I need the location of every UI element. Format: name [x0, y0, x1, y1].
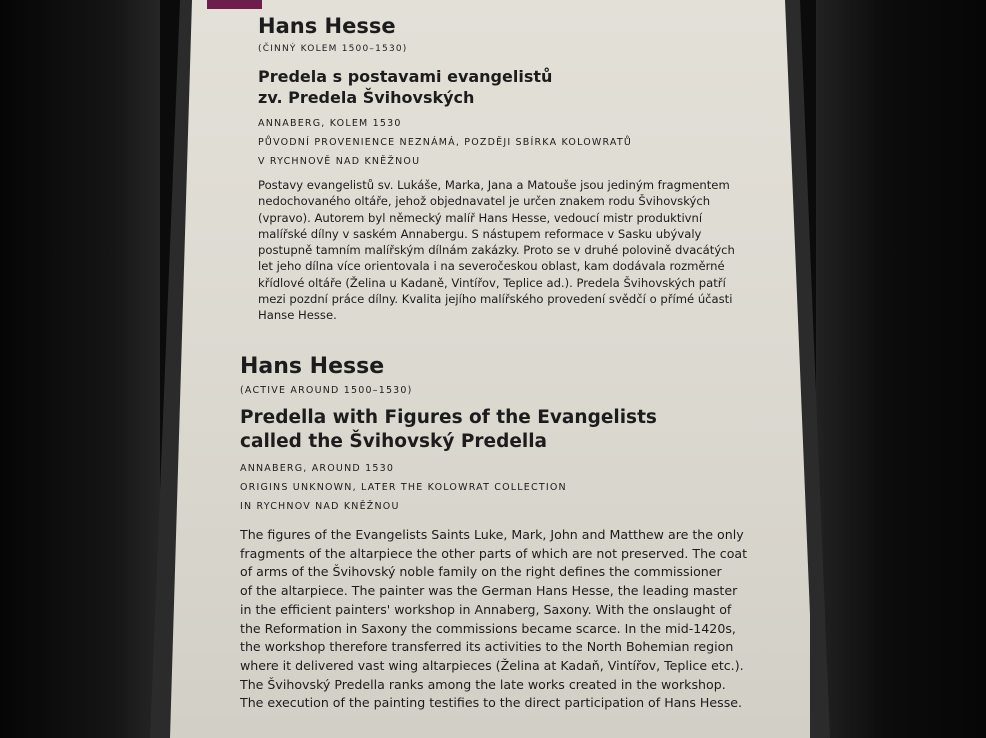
- artwork-title: [240, 406, 747, 454]
- title-line: zv. Predela Švihovských: [258, 88, 475, 107]
- description-line: The figures of the Evangelists Saints Luke, Mark, John and Matthew are the only: [240, 527, 744, 542]
- description-line: (vpravo). Autorem byl německý malíř Hans Hesse, vedoucí mistr produktivní: [258, 210, 703, 225]
- meta-line: ANNABERG, KOLEM 1530: [258, 118, 402, 129]
- artist-dates: (ČINNÝ KOLEM 1500–1530): [258, 44, 408, 54]
- title-line: Predela s postavami evangelistů: [258, 67, 553, 86]
- description-line: of the altarpiece. The painter was the German Hans Hesse, the leading master: [240, 583, 738, 599]
- description-line: nedochovaného oltáře, jehož objednavatel je určen znakem rodu Švihovských: [258, 194, 711, 209]
- description-line: of arms of the Švihovský noble family on the right defines the commissioner: [240, 564, 722, 580]
- description-text: [258, 177, 735, 324]
- accent-bar: [207, 0, 262, 9]
- description-line: fragments of the altarpiece the other parts of which are not preserved. The coat: [240, 545, 748, 561]
- english-label-section: [240, 354, 747, 713]
- description-line: let jeho dílna více orientovala i na severočeskou oblast, kam dodávala rozměrné: [258, 259, 725, 274]
- artwork-title: [258, 66, 735, 108]
- description-line: The Švihovský Predella ranks among the late works created in the workshop.: [240, 676, 726, 692]
- description-line: malířské dílny v saském Annabergu. S nástupem reformace v Sasku ubývaly: [258, 226, 702, 241]
- description-line: mezi pozdní práce dílny. Kvalita jejího malířského provedení svědčí o přímé účasti: [258, 292, 733, 307]
- description-line: Postavy evangelistů sv. Lukáše, Marka, Jana a Matouše jsou jediným fragmentem: [258, 178, 730, 192]
- description-line: the workshop therefore transferred its activities to the North Bohemian region: [240, 639, 734, 655]
- description-line: the Reformation in Saxony the commissions became scarce. In the mid-1420s,: [240, 620, 736, 636]
- title-line: Predella with Figures of the Evangelists: [240, 407, 657, 428]
- meta-line: IN RYCHNOV NAD KNĚŽNOU: [240, 501, 400, 512]
- description-line: where it delivered vast wing altarpieces (Želina at Kadaň, Vintířov, Teplice etc.).: [240, 657, 744, 673]
- description-line: křídlové oltáře (Želina u Kadaně, Vintířov, Teplice ad.). Predela Švihovských patří: [258, 275, 726, 290]
- czech-label-section: [258, 14, 735, 324]
- artwork-metadata: [240, 459, 747, 516]
- artist-name: Hans Hesse: [240, 354, 385, 379]
- description-line: The execution of the painting testifies to the direct participation of Hans Hesse.: [240, 695, 743, 711]
- meta-line: ORIGINS UNKNOWN, LATER THE KOLOWRAT COLLECTION: [240, 482, 567, 493]
- meta-line: V RYCHNOVĚ NAD KNĚŽNOU: [258, 156, 421, 167]
- description-line: postupně tamním malířským dílnám zakázky. Proto se v druhé polovině dvacátých: [258, 243, 735, 258]
- description-line: in the efficient painters' workshop in Annaberg, Saxony. With the onslaught of: [240, 601, 732, 617]
- description-line: Hanse Hesse.: [258, 308, 337, 323]
- description-text: [240, 526, 747, 713]
- title-line: called the Švihovský Predella: [240, 431, 548, 452]
- artist-name: Hans Hesse: [258, 14, 396, 38]
- artist-dates: (ACTIVE AROUND 1500–1530): [240, 385, 413, 396]
- artwork-metadata: [258, 114, 735, 171]
- meta-line: ANNABERG, AROUND 1530: [240, 463, 395, 474]
- dark-background-right: [816, 0, 986, 738]
- dark-background-left: [0, 0, 160, 738]
- meta-line: PŮVODNÍ PROVENIENCE NEZNÁMÁ, POZDĚJI SBÍRKA KOLOWRATŮ: [258, 137, 633, 148]
